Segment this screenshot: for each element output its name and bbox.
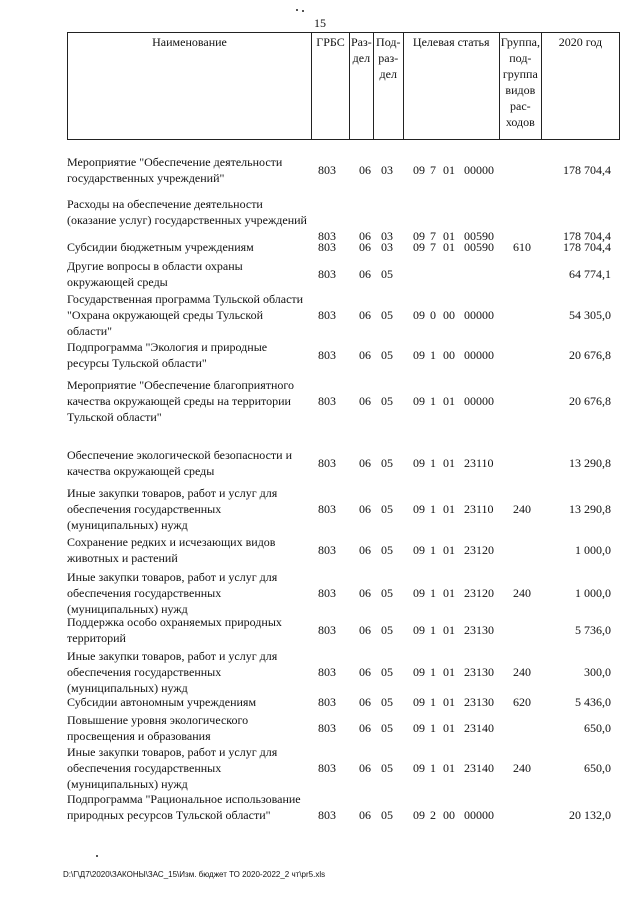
cell-name: Другие вопросы в области охраны окружающей среды [67, 259, 243, 289]
cell-grbs: 803 [318, 267, 336, 281]
cell-program: 09 [413, 502, 425, 516]
cell-razdel: 06 [359, 586, 371, 600]
cell-amount: 20 132,0 [569, 808, 611, 822]
cell-program: 09 [413, 543, 425, 557]
cell-name: Поддержка особо охраняемых природных территорий [67, 615, 282, 645]
cell-name: Повышение уровня экологического просвещения и образования [67, 713, 249, 743]
cell-event: 01 [443, 456, 455, 470]
cell-direction: 00590 [464, 240, 494, 254]
cell-name: Подпрограмма "Рациональное использование природных ресурсов Тульской области" [67, 792, 301, 822]
cell-podrazdel: 03 [381, 163, 393, 177]
cell-program: 09 [413, 348, 425, 362]
cell-razdel: 06 [359, 543, 371, 557]
cell-event: 01 [443, 721, 455, 735]
cell-direction: 23130 [464, 623, 494, 637]
cell-grbs: 803 [318, 623, 336, 637]
table-header [67, 32, 620, 140]
cell-grbs: 803 [318, 229, 336, 243]
cell-subprogram: 0 [430, 308, 436, 322]
header-razdel: Раз-дел [350, 33, 374, 140]
cell-name: Субсидии бюджетным учреждениям [67, 240, 254, 254]
cell-program: 09 [413, 721, 425, 735]
cell-podrazdel: 05 [381, 543, 393, 557]
header-podrazdel: Под-раз-дел [373, 33, 403, 140]
cell-name: Субсидии автономным учреждениям [67, 695, 257, 709]
cell-name: Иные закупки товаров, работ и услуг для обеспечения государственных (муниципальных) нужд [67, 486, 278, 532]
cell-podrazdel: 05 [381, 761, 393, 775]
cell-event: 01 [443, 163, 455, 177]
cell-event: 01 [443, 240, 455, 254]
cell-razdel: 06 [359, 761, 371, 775]
header-year: 2020 год [541, 33, 619, 140]
cell-podrazdel: 03 [381, 240, 393, 254]
cell-podrazdel: 05 [381, 721, 393, 735]
cell-direction: 23130 [464, 665, 494, 679]
scan-speck [302, 10, 304, 12]
cell-direction: 00000 [464, 808, 494, 822]
cell-razdel: 06 [359, 163, 371, 177]
cell-amount: 13 290,8 [569, 456, 611, 470]
cell-event: 01 [443, 394, 455, 408]
cell-podrazdel: 05 [381, 586, 393, 600]
cell-event: 01 [443, 623, 455, 637]
cell-expense-type: 240 [513, 586, 531, 600]
cell-amount: 300,0 [584, 665, 611, 679]
cell-direction: 00590 [464, 229, 494, 243]
cell-event: 00 [443, 348, 455, 362]
cell-direction: 00000 [464, 348, 494, 362]
cell-direction: 23140 [464, 721, 494, 735]
cell-event: 01 [443, 695, 455, 709]
cell-event: 01 [443, 543, 455, 557]
cell-amount: 1 000,0 [575, 586, 611, 600]
cell-subprogram: 1 [430, 348, 436, 362]
cell-amount: 178 704,4 [563, 229, 611, 243]
cell-direction: 23130 [464, 695, 494, 709]
cell-program: 09 [413, 456, 425, 470]
cell-grbs: 803 [318, 721, 336, 735]
file-path-footer: D:\Г\Д7\2020\ЗАКОНЫ\ЗАС_15\Изм. бюджет ТО 2020-2022_2 чт\pr5.xls [63, 870, 326, 879]
cell-amount: 13 290,8 [569, 502, 611, 516]
cell-grbs: 803 [318, 163, 336, 177]
cell-razdel: 06 [359, 808, 371, 822]
cell-program: 09 [413, 229, 425, 243]
cell-program: 09 [413, 394, 425, 408]
cell-subprogram: 1 [430, 721, 436, 735]
cell-program: 09 [413, 761, 425, 775]
cell-subprogram: 7 [430, 163, 436, 177]
cell-podrazdel: 03 [381, 229, 393, 243]
cell-direction: 23120 [464, 543, 494, 557]
cell-direction: 00000 [464, 163, 494, 177]
cell-grbs: 803 [318, 695, 336, 709]
cell-program: 09 [413, 623, 425, 637]
cell-expense-type: 610 [513, 240, 531, 254]
cell-grbs: 803 [318, 308, 336, 322]
cell-razdel: 06 [359, 695, 371, 709]
cell-direction: 23110 [464, 502, 494, 516]
cell-razdel: 06 [359, 665, 371, 679]
header-expense-group: Группа, под-группа видов рас-ходов [499, 33, 541, 140]
cell-subprogram: 1 [430, 623, 436, 637]
cell-razdel: 06 [359, 229, 371, 243]
header-name: Наименование [68, 33, 312, 140]
cell-podrazdel: 05 [381, 308, 393, 322]
cell-razdel: 06 [359, 394, 371, 408]
cell-amount: 650,0 [584, 761, 611, 775]
cell-name: Обеспечение экологической безопасности и качества окружающей среды [67, 448, 293, 478]
cell-podrazdel: 05 [381, 502, 393, 516]
cell-program: 09 [413, 695, 425, 709]
cell-subprogram: 1 [430, 502, 436, 516]
cell-direction: 00000 [464, 394, 494, 408]
cell-grbs: 803 [318, 240, 336, 254]
cell-subprogram: 7 [430, 229, 436, 243]
cell-program: 09 [413, 665, 425, 679]
cell-name: Иные закупки товаров, работ и услуг для обеспечения государственных (муниципальных) нужд [67, 745, 278, 791]
cell-name: Иные закупки товаров, работ и услуг для обеспечения государственных (муниципальных) нужд [67, 570, 278, 616]
cell-razdel: 06 [359, 308, 371, 322]
cell-razdel: 06 [359, 267, 371, 281]
cell-program: 09 [413, 808, 425, 822]
cell-podrazdel: 05 [381, 267, 393, 281]
cell-program: 09 [413, 240, 425, 254]
cell-subprogram: 1 [430, 695, 436, 709]
cell-podrazdel: 05 [381, 394, 393, 408]
cell-expense-type: 240 [513, 761, 531, 775]
cell-program: 09 [413, 308, 425, 322]
cell-amount: 20 676,8 [569, 348, 611, 362]
cell-razdel: 06 [359, 456, 371, 470]
cell-grbs: 803 [318, 808, 336, 822]
cell-grbs: 803 [318, 502, 336, 516]
scan-speck [296, 9, 298, 11]
cell-subprogram: 7 [430, 240, 436, 254]
cell-razdel: 06 [359, 240, 371, 254]
cell-amount: 64 774,1 [569, 267, 611, 281]
cell-amount: 54 305,0 [569, 308, 611, 322]
cell-podrazdel: 05 [381, 808, 393, 822]
cell-subprogram: 1 [430, 456, 436, 470]
cell-grbs: 803 [318, 665, 336, 679]
cell-grbs: 803 [318, 456, 336, 470]
cell-grbs: 803 [318, 543, 336, 557]
cell-event: 01 [443, 761, 455, 775]
scan-speck [96, 855, 98, 857]
cell-razdel: 06 [359, 623, 371, 637]
cell-podrazdel: 05 [381, 695, 393, 709]
cell-name: Сохранение редких и исчезающих видов животных и растений [67, 535, 276, 565]
cell-grbs: 803 [318, 761, 336, 775]
cell-podrazdel: 05 [381, 348, 393, 362]
cell-name: Расходы на обеспечение деятельности (оказание услуг) государственных учреждений [67, 197, 307, 227]
cell-event: 01 [443, 586, 455, 600]
cell-direction: 23110 [464, 456, 494, 470]
cell-amount: 1 000,0 [575, 543, 611, 557]
cell-program: 09 [413, 586, 425, 600]
cell-grbs: 803 [318, 394, 336, 408]
page-number: 15 [314, 16, 326, 30]
cell-razdel: 06 [359, 721, 371, 735]
cell-grbs: 803 [318, 348, 336, 362]
cell-expense-type: 240 [513, 502, 531, 516]
cell-direction: 23140 [464, 761, 494, 775]
cell-event: 01 [443, 665, 455, 679]
cell-event: 00 [443, 808, 455, 822]
cell-podrazdel: 05 [381, 665, 393, 679]
cell-name: Государственная программа Тульской области "Охрана окружающей среды Тульской области" [67, 292, 304, 338]
cell-amount: 178 704,4 [563, 240, 611, 254]
cell-razdel: 06 [359, 502, 371, 516]
cell-podrazdel: 05 [381, 623, 393, 637]
cell-expense-type: 620 [513, 695, 531, 709]
cell-subprogram: 1 [430, 761, 436, 775]
cell-grbs: 803 [318, 586, 336, 600]
cell-podrazdel: 05 [381, 456, 393, 470]
cell-name: Мероприятие "Обеспечение благоприятного качества окружающей среды на территории Тульской области" [67, 378, 295, 424]
cell-direction: 23120 [464, 586, 494, 600]
cell-amount: 20 676,8 [569, 394, 611, 408]
cell-program: 09 [413, 163, 425, 177]
cell-event: 01 [443, 229, 455, 243]
cell-subprogram: 1 [430, 543, 436, 557]
cell-event: 01 [443, 502, 455, 516]
cell-direction: 00000 [464, 308, 494, 322]
header-grbs: ГРБС [312, 33, 350, 140]
cell-name: Иные закупки товаров, работ и услуг для обеспечения государственных (муниципальных) нужд [67, 649, 278, 695]
cell-amount: 178 704,4 [563, 163, 611, 177]
cell-amount: 5 436,0 [575, 695, 611, 709]
cell-razdel: 06 [359, 348, 371, 362]
cell-amount: 650,0 [584, 721, 611, 735]
cell-name: Подпрограмма "Экология и природные ресурсы Тульской области" [67, 340, 268, 370]
header-target-article: Целевая статья [403, 33, 499, 140]
cell-subprogram: 1 [430, 586, 436, 600]
cell-subprogram: 1 [430, 394, 436, 408]
cell-subprogram: 2 [430, 808, 436, 822]
cell-name: Мероприятие "Обеспечение деятельности государственных учреждений" [67, 155, 283, 185]
cell-event: 00 [443, 308, 455, 322]
cell-amount: 5 736,0 [575, 623, 611, 637]
cell-expense-type: 240 [513, 665, 531, 679]
cell-subprogram: 1 [430, 665, 436, 679]
